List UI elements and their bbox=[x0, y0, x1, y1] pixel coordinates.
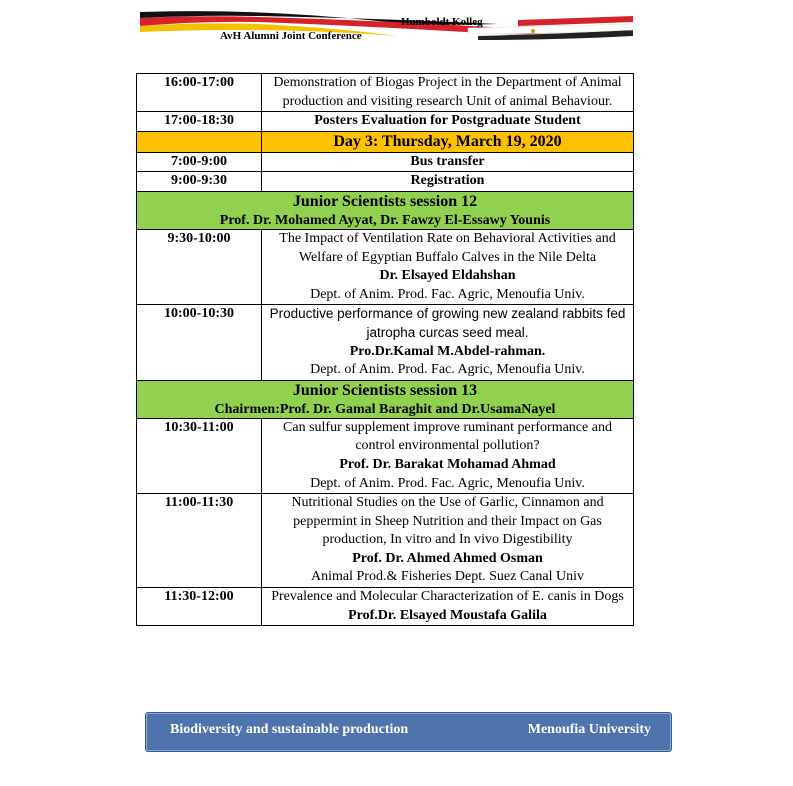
talk-cell bbox=[262, 494, 634, 588]
table-row bbox=[137, 152, 634, 172]
talk-title: The Impact of Ventilation Rate on Behavioral Activities and Welfare of Egyptian Buffalo Calves in the Nile Delta bbox=[279, 230, 616, 265]
talk-cell bbox=[262, 305, 634, 380]
session-chairs: Prof. Dr. Mohamed Ayyat, Dr. Fawzy El-Essawy Younis bbox=[219, 212, 551, 228]
session-header bbox=[137, 191, 634, 229]
table-row bbox=[137, 172, 634, 192]
talk-speaker: Dr. Elsayed Eldahshan bbox=[379, 268, 516, 284]
talk-cell bbox=[262, 229, 634, 304]
table-row bbox=[137, 418, 634, 493]
day-heading-row bbox=[137, 131, 634, 152]
talk-cell bbox=[262, 418, 634, 493]
talk-title: Can sulfur supplement improve ruminant performance and control environmental pollution? bbox=[283, 419, 612, 454]
session-chairs: Chairmen:Prof. Dr. Gamal Baraghit and Dr.UsamaNayel bbox=[214, 401, 556, 417]
table-row bbox=[137, 305, 634, 380]
talk-speaker: Pro.Dr.Kamal M.Abdel-rahman. bbox=[349, 343, 546, 359]
activity-cell: Posters Evaluation for Postgraduate Student bbox=[262, 112, 634, 132]
talk-speaker: Prof.Dr. Elsayed Moustafa Galila bbox=[348, 607, 547, 623]
talk-title: Nutritional Studies on the Use of Garlic, Cinnamon and peppermint in Sheep Nutrition and their Impact on Gas production, In vitro and In vivo Digestibility bbox=[291, 495, 604, 548]
footer-university: Menoufia University bbox=[527, 722, 651, 737]
talk-affiliation: Dept. of Anim. Prod. Fac. Agric, Menoufia Univ. bbox=[310, 475, 585, 491]
time-cell: 10:30-11:00 bbox=[137, 418, 262, 493]
conference-label: AvH Alumni Joint Conference bbox=[220, 30, 362, 42]
talk-speaker: Prof. Dr. Ahmed Ahmed Osman bbox=[352, 550, 543, 566]
talk-title: Prevalence and Molecular Characterization of E. canis in Dogs bbox=[271, 589, 624, 605]
talk-title: Productive performance of growing new zealand rabbits fed jatropha curcas seed meal. bbox=[269, 306, 626, 340]
table-row bbox=[137, 229, 634, 304]
time-cell: 17:00-18:30 bbox=[137, 112, 262, 132]
day-heading: Day 3: Thursday, March 19, 2020 bbox=[262, 131, 634, 152]
session-header-row bbox=[137, 380, 634, 418]
session-header-row bbox=[137, 191, 634, 229]
talk-affiliation: Dept. of Anim. Prod. Fac. Agric, Menoufia Univ. bbox=[310, 286, 585, 302]
time-cell: 7:00-9:00 bbox=[137, 152, 262, 172]
talk-affiliation: Animal Prod.& Fisheries Dept. Suez Canal Univ bbox=[311, 569, 584, 585]
talk-affiliation: Dept. of Anim. Prod. Fac. Agric, Menoufia Univ. bbox=[310, 362, 585, 378]
session-header bbox=[137, 380, 634, 418]
activity-cell: Registration bbox=[262, 172, 634, 192]
talk-speaker: Prof. Dr. Barakat Mohamad Ahmad bbox=[339, 456, 556, 472]
table-row bbox=[137, 112, 634, 132]
flag-swoosh-logo bbox=[138, 6, 638, 50]
time-cell: 9:00-9:30 bbox=[137, 172, 262, 192]
conference-header bbox=[138, 6, 638, 50]
day-empty-cell bbox=[137, 131, 262, 152]
table-row bbox=[137, 74, 634, 112]
kolleg-label: Humboldt Kolleg bbox=[401, 16, 483, 28]
activity-cell: Bus transfer bbox=[262, 152, 634, 172]
talk-cell bbox=[262, 588, 634, 626]
time-cell: 11:30-12:00 bbox=[137, 588, 262, 626]
footer-banner bbox=[145, 712, 672, 752]
time-cell: 11:00-11:30 bbox=[137, 494, 262, 588]
table-row bbox=[137, 588, 634, 626]
table-row bbox=[137, 494, 634, 588]
time-cell: 16:00-17:00 bbox=[137, 74, 262, 112]
session-title: Junior Scientists session 13 bbox=[292, 381, 478, 399]
time-cell: 10:00-10:30 bbox=[137, 305, 262, 380]
session-title: Junior Scientists session 12 bbox=[292, 192, 478, 210]
schedule-table bbox=[136, 73, 634, 626]
footer-theme: Biodiversity and sustainable production bbox=[170, 722, 409, 737]
time-cell: 9:30-10:00 bbox=[137, 229, 262, 304]
activity-cell: Demonstration of Biogas Project in the Department of Animal production and visiting research Unit of animal Behaviour. bbox=[262, 74, 634, 112]
